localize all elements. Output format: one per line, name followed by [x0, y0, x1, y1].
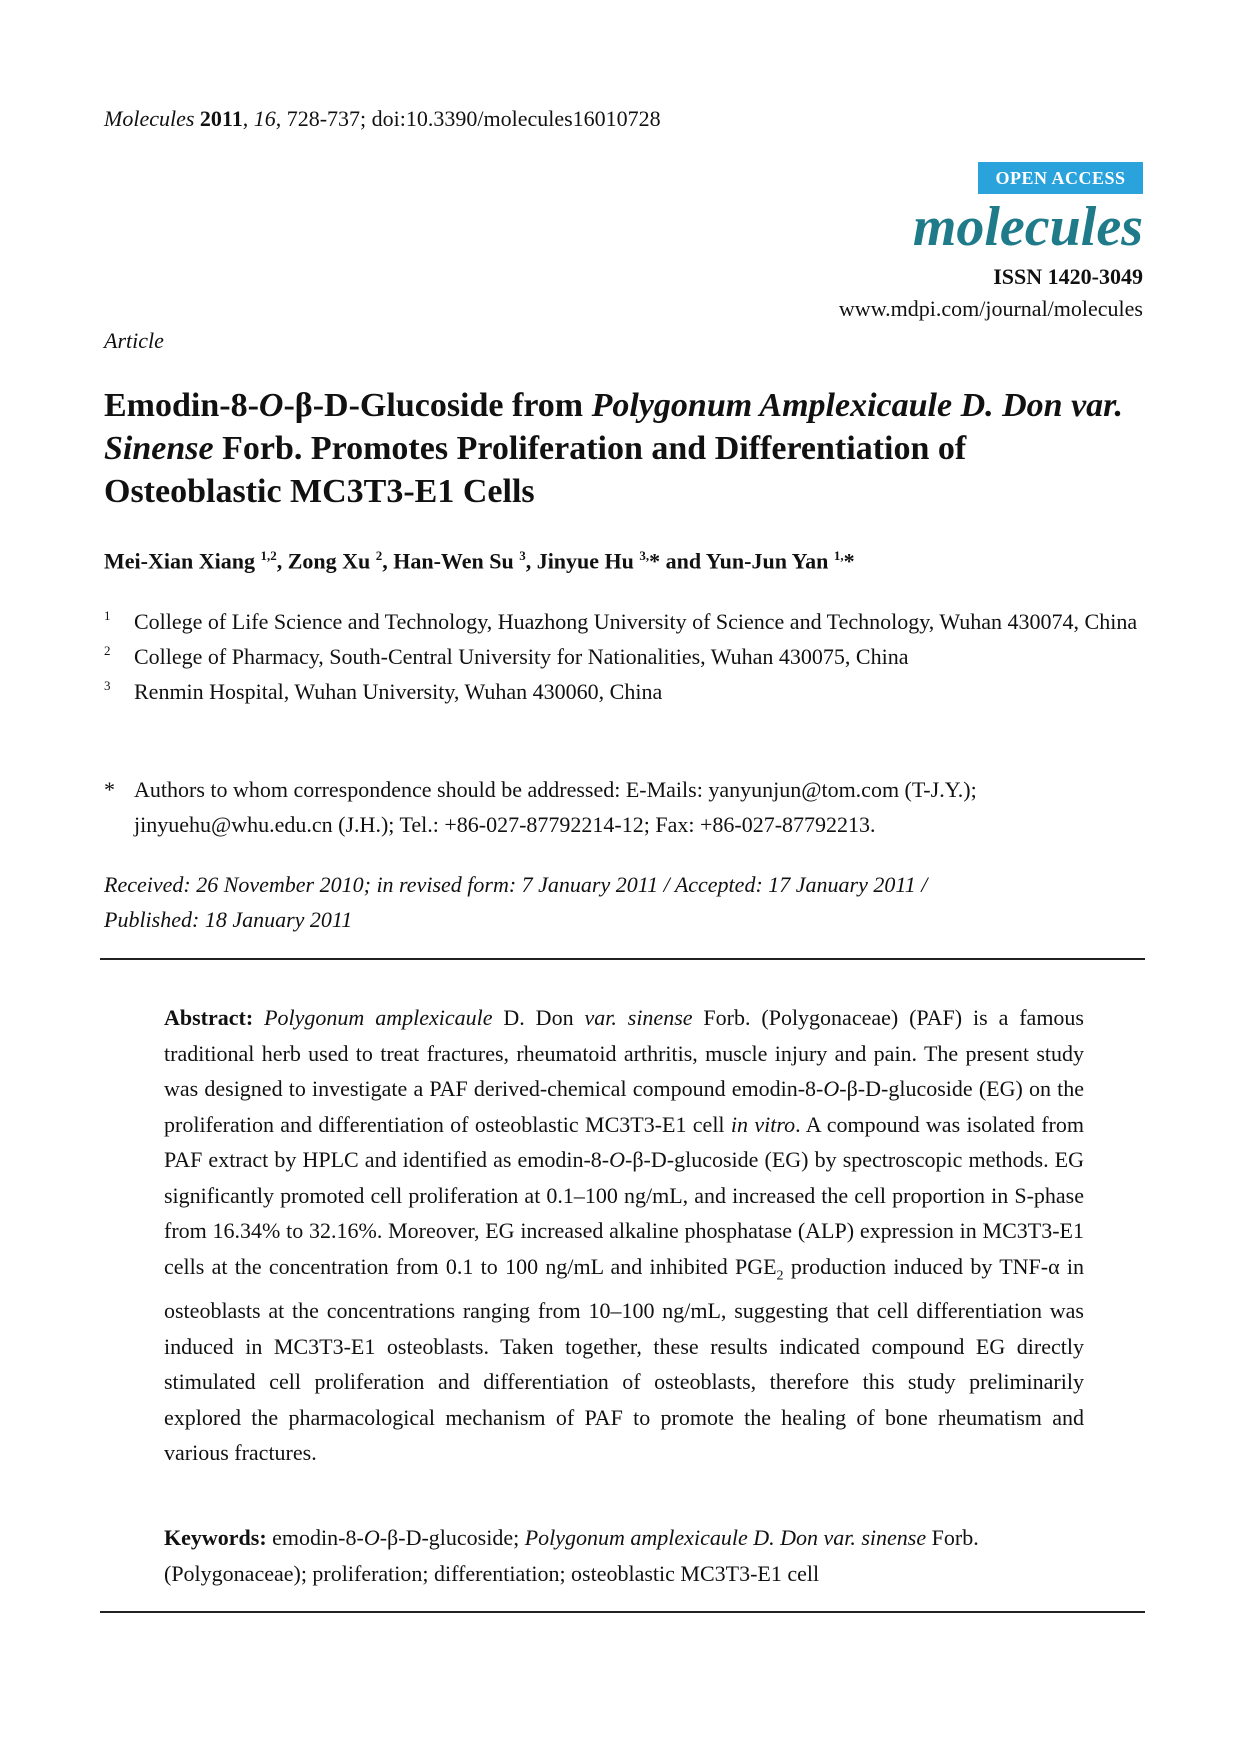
keywords: Keywords: emodin-8-O-β-D-glucoside; Polygonum amplexicaule D. Don var. sinense Forb. (Polygonaceae); proliferation; differentiation; osteoblastic MC3T3-E1 cell: [164, 1525, 979, 1586]
divider-bottom: [100, 1611, 1145, 1613]
issn: ISSN 1420-3049: [993, 264, 1143, 289]
publication-dates: [104, 867, 1144, 937]
author: Yun-Jun Yan: [705, 548, 829, 574]
author: Han-Wen Su: [393, 548, 514, 574]
citation-line: Molecules 2011, 16, 728-737; doi:10.3390/molecules16010728: [104, 106, 661, 131]
keywords-label: Keywords:: [164, 1525, 267, 1550]
dates-line: Published: 18 January 2011: [104, 907, 353, 932]
author: Zong Xu: [287, 548, 371, 574]
pages-doi: , 728-737; doi:10.3390/molecules16010728: [275, 106, 661, 131]
divider-top: [100, 958, 1145, 960]
affiliation: 3 Renmin Hospital, Wuhan University, Wuhan 430060, China: [104, 678, 663, 704]
journal-url[interactable]: www.mdpi.com/journal/molecules: [838, 296, 1143, 321]
affiliation: 2 College of Pharmacy, South-Central University for Nationalities, Wuhan 430075, China: [104, 643, 909, 669]
affiliation: 1 College of Life Science and Technology, Huazhong University of Science and Technology, Wuhan 430074, China: [104, 608, 1138, 634]
author: Jinyue Hu: [536, 548, 634, 574]
abstract-label: Abstract:: [164, 1005, 254, 1030]
journal-name: Molecules: [104, 106, 195, 131]
year: 2011: [199, 106, 243, 131]
dates-line: Received: 26 November 2010; in revised form: 7 January 2011 / Accepted: 17 January 2011 /: [104, 872, 928, 897]
paper-title: Emodin-8-O-β-D-Glucoside from Polygonum Amplexicaule D. Don var. Sinense Forb. Promotes Proliferation and Differentiation of Osteoblastic MC3T3-E1 Cells: [104, 387, 1124, 510]
author-list: Mei-Xian Xiang $^{1,2}$, Zong Xu $^2$, Han-Wen Su $^3$, Jinyue Hu $^{3,}$* and Yun-Jun Yan $^{1,}$*: [104, 548, 855, 574]
author: Mei-Xian Xiang: [104, 548, 255, 574]
affiliation-list: [104, 604, 1144, 709]
article-type: Article: [104, 328, 164, 353]
volume: 16: [253, 106, 276, 131]
correspondence-note: * Authors to whom correspondence should be addressed: E-Mails: yanyunjun@tom.com (T-J.Y.); jinyuehu@whu.edu.cn (J.H.); Tel.: +86-027-87792214-12; Fax: +86-027-87792213.: [104, 777, 977, 837]
journal-logo: molecules: [912, 196, 1143, 258]
open-access-badge: OPEN ACCESS: [978, 162, 1143, 194]
abstract: Abstract: Polygonum amplexicaule D. Don var. sinense Forb. (Polygonaceae) (PAF) is a famous traditional herb used to treat fractures, rheumatoid arthritis, muscle injury and pain. The present study was designed to investigate a PAF derived-chemical compound emodin-8-O-β-D-glucoside (EG) on the proliferation and differentiation of osteoblastic MC3T3-E1 cell in vitro. A compound was isolated from PAF extract by HPLC and identified as emodin-8-O-β-D-glucoside (EG) by spectroscopic methods. EG significantly promoted cell proliferation at 0.1–100 ng/mL, and increased the cell proportion in S-phase from 16.34% to 32.16%. Moreover, EG increased alkaline phosphatase (ALP) expression in MC3T3-E1 cells at the concentration from 0.1 to 100 ng/mL and inhibited $PGE_2$ production induced by TNF-α in osteoblasts at the concentrations ranging from 10–100 ng/mL, suggesting that cell differentiation was induced in MC3T3-E1 osteoblasts. Taken together, these results indicated compound EG directly stimulated cell proliferation and differentiation of osteoblasts, therefore this study preliminarily explored the pharmacological mechanism of PAF to promote the healing of bone rheumatism and various fractures.: [164, 1005, 1084, 1466]
